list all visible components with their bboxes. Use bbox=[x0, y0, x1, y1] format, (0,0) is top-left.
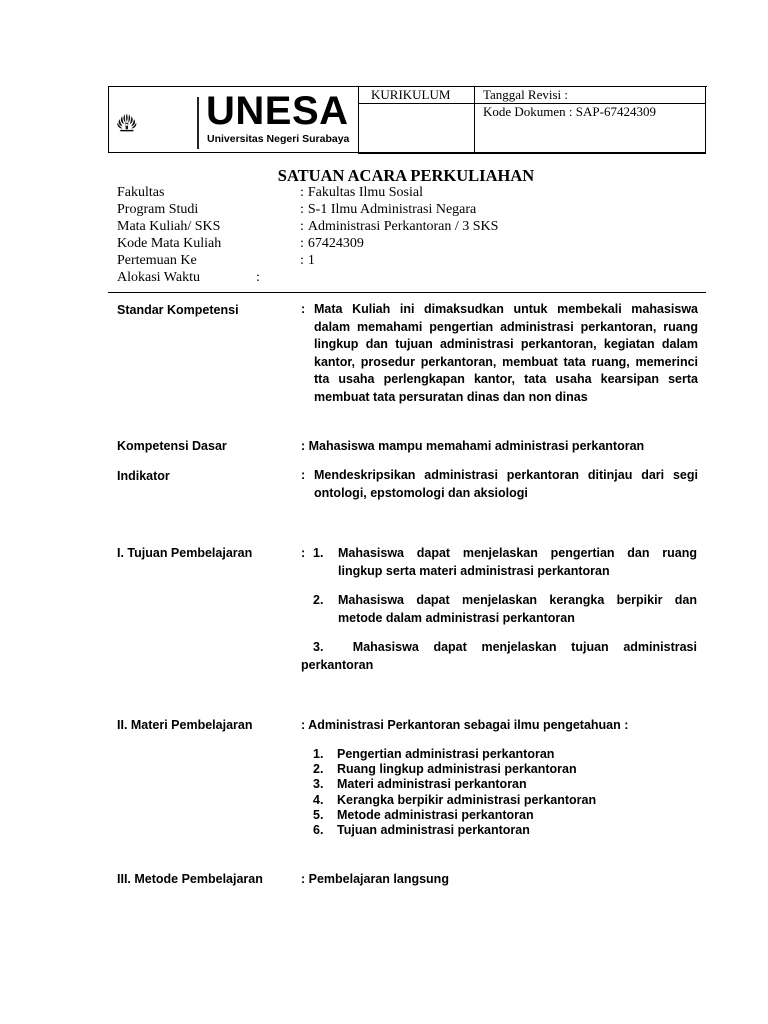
info-label: Fakultas bbox=[117, 185, 165, 200]
info-value: 67424309 bbox=[307, 236, 364, 251]
standar-kompetensi-text: Mata Kuliah ini dimaksudkan untuk membekali mahasiswa dalam memahami pengertian administrasi perkantoran, ruang lingkup dan tujuan administrasi perkantoran, kegiatan dalam kantor, prosedur perkantoran, membuat tata ruang, memerinci tta usaha perlengkapan kantor, tata usaha kearsipan serta membuat tata persuratan dinas dan non dinas bbox=[314, 302, 698, 404]
kode-dokumen-cell: Kode Dokumen : SAP-67424309 bbox=[475, 104, 706, 154]
standar-kompetensi-label: Standar Kompetensi bbox=[117, 303, 239, 317]
unesa-emblem-icon bbox=[116, 92, 196, 152]
indikator-label: Indikator bbox=[117, 469, 170, 483]
info-value: 1 bbox=[307, 253, 315, 268]
list-item: 1. Pengertian administrasi perkantoran bbox=[313, 747, 555, 761]
logo-subtitle: Universitas Negeri Surabaya bbox=[207, 133, 350, 145]
list-item: 3. Materi administrasi perkantoran bbox=[313, 777, 527, 792]
logo-divider bbox=[197, 97, 199, 149]
kompetensi-dasar-label: Kompetensi Dasar bbox=[117, 439, 227, 453]
empty-cell bbox=[359, 104, 475, 154]
tujuan-label: I. Tujuan Pembelajaran bbox=[117, 546, 253, 560]
info-label: Alokasi Waktu bbox=[117, 270, 200, 285]
info-label: Program Studi bbox=[117, 202, 199, 217]
info-value: Fakultas Ilmu Sosial bbox=[307, 185, 424, 200]
info-label: Mata Kuliah/ SKS bbox=[117, 219, 221, 234]
info-value: S-1 Ilmu Administrasi Negara bbox=[307, 202, 477, 217]
materi-list bbox=[301, 747, 596, 838]
materi-intro: : Administrasi Perkantoran sebagai ilmu pengetahuan : bbox=[301, 718, 629, 732]
metode-text: : Pembelajaran langsung bbox=[301, 872, 449, 886]
list-item: 6. Tujuan administrasi perkantoran bbox=[313, 823, 530, 838]
info-value: Administrasi Perkantoran / 3 SKS bbox=[307, 219, 499, 234]
tanggal-revisi-cell: Tanggal Revisi : bbox=[475, 87, 706, 104]
logo-wordmark: UNESA bbox=[206, 89, 349, 133]
list-item: 1. Mahasiswa dapat menjelaskan pengertian dan ruang lingkup serta materi administrasi perkantoran bbox=[313, 546, 697, 578]
tujuan-list: : 1. Mahasiswa dapat menjelaskan pengertian dan ruang lingkup serta materi administrasi perkantoran 2. Mahasiswa dapat menjelaskan kerangka berpikir dan metode dalam administrasi perkantoran 3. Mahasiswa dapat menjelaskan tujuan administrasi perkantoran bbox=[301, 546, 697, 672]
info-label: Kode Mata Kuliah bbox=[117, 236, 222, 251]
document-info-table bbox=[358, 86, 706, 154]
kurikulum-cell: KURIKULUM bbox=[359, 87, 475, 104]
list-item: 2. Mahasiswa dapat menjelaskan kerangka berpikir dan metode dalam administrasi perkantoran bbox=[313, 593, 697, 625]
section-divider bbox=[108, 292, 706, 293]
document-title: SATUAN ACARA PERKULIAHAN bbox=[277, 166, 535, 185]
indikator-text: Mendeskripsikan administrasi perkantoran ditinjau dari segi ontologi, epstomologi dan aksiologi bbox=[314, 468, 698, 500]
list-item: 3. Mahasiswa dapat menjelaskan tujuan administrasi perkantoran bbox=[301, 640, 697, 672]
list-item: 5. Metode administrasi perkantoran bbox=[313, 807, 534, 822]
metode-label: III. Metode Pembelajaran bbox=[117, 872, 263, 886]
list-item: 2. Ruang lingkup administrasi perkantoran bbox=[313, 762, 577, 777]
list-item: 4. Kerangka berpikir administrasi perkantoran bbox=[313, 792, 597, 807]
kompetensi-dasar-text: : Mahasiswa mampu memahami administrasi perkantoran bbox=[301, 439, 645, 453]
info-label: Pertemuan Ke bbox=[117, 253, 197, 268]
materi-label: II. Materi Pembelajaran bbox=[117, 718, 253, 732]
